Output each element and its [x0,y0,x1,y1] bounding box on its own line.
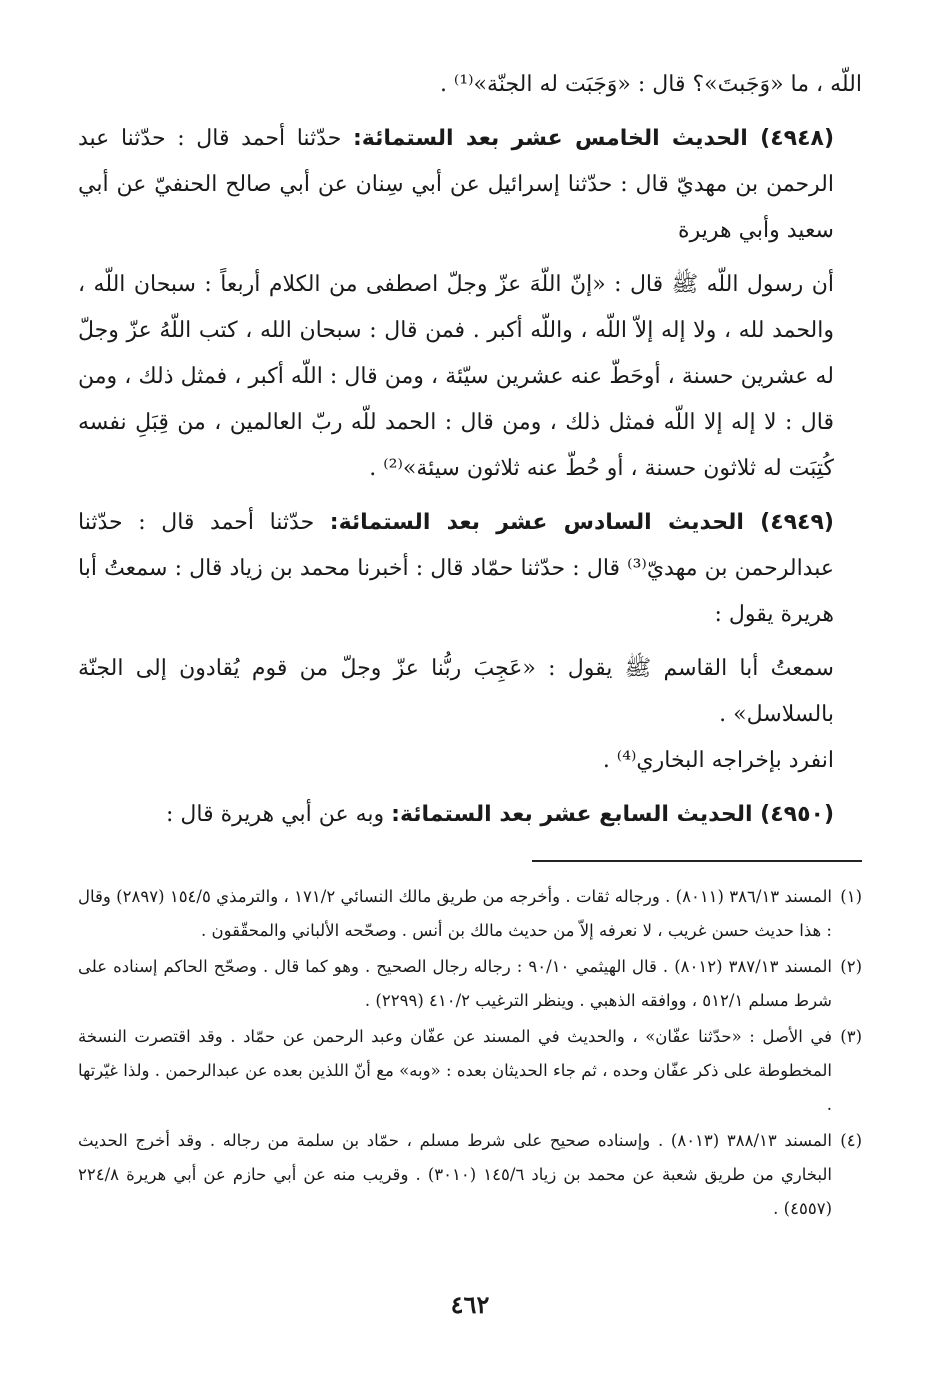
footnote-text: المسند ٣٨٧/١٣ (٨٠١٢) . قال الهيثمي ٩٠/١٠ : رجاله رجال الصحيح . وهو كما قال . وصحّح الحاكم إسناده على شرط مسلم ٥١٢/١ ، ووافقه الذهبي . وينظر الترغيب ٤١٠/٢ (٢٢٩٩) . [78,957,833,1010]
continuation-line: اللّه ، ما «وَجَبتَ»؟ قال : «وَجَبَت له الجنّة»⁽¹⁾ . [439,72,862,97]
hadith-4949-chain: حدّثنا أحمد قال : حدّثنا عبدالرحمن بن مهديّ⁽³⁾ قال : حدّثنا حمّاد قال : أخبرنا محمد بن زياد قال : سمعتُ أبا هريرة يقول : [78,510,834,627]
hadith-4948-heading: (٤٩٤٨) الحديث الخامس عشر بعد الستمائة: [353,126,834,151]
footnote-1 [78,880,862,948]
footnote-number: (٢) [840,957,862,976]
footnote-text: المسند ٣٨٨/١٣ (٨٠١٣) . وإسناده صحيح على شرط مسلم ، حمّاد بن سلمة من رجاله . وقد أخرج الحديث البخاري من طريق شعبة عن محمد بن زياد ١٤٥/٦ (٣٠١٠) . وقريب منه عن أبي حازم عن أبي هريرة ٢٢٤/٨ (٤٥٥٧) . [78,1131,832,1218]
footnote-divider [532,860,862,862]
hadith-4950-heading: (٤٩٥٠) الحديث السابع عشر بعد الستمائة: [391,802,834,827]
hadith-4949-isnad [78,500,862,638]
footnote-number: (١) [840,887,862,906]
hadith-4948-matn: أن رسول اللّه ﷺ قال : «إنّ اللّهَ عزّ وجلّ اصطفى من الكلام أربعاً : سبحان اللّه ، والحمد لله ، ولا إله إلاّ اللّه ، واللّه أكبر . فمن قال : سبحان الله ، كتب اللّهُ عزّ وجلّ له عشرين حسنة ، أوحَطّ عنه عشرين سيّئة ، ومن قال : اللّه أكبر ، فمثل ذلك ، ومن قال : لا إله إلا اللّه فمثل ذلك ، ومن قال : الحمد للّه ربّ العالمين ، من قِبَلِ نفسه كُتِبَت له ثلاثون حسنة ، أو حُطّ عنه ثلاثون سيئة»⁽²⁾ . [78,272,834,481]
hadith-4950-isnad [78,792,862,838]
footnote-text: في الأصل : «حدّثنا عفّان» ، والحديث في المسند عن عفّان وعبد الرحمن عن حمّاد . وقد اقتصرت النسخة المخطوطة على ذكر عفّان وحده ، ثم جاء الحديثان بعده : «وبه» مع أنّ اللذين بعده عن عبدالرحمن . ولذا غيّرتها . [78,1027,832,1114]
hadith-4948-chain: حدّثنا أحمد قال : حدّثنا عبد الرحمن بن مهديّ قال : حدّثنا إسرائيل عن أبي سِنان عن أبي صالح الحنفيّ عن أبي سعيد وأبي هريرة [78,126,834,243]
footnote-2 [78,950,862,1018]
footnote-4 [78,1124,862,1226]
footnote-3 [78,1020,862,1122]
page-number: ٤٦٢ [450,1290,490,1319]
hadith-4948-isnad [78,116,862,254]
footnote-text: المسند ٣٨٦/١٣ (٨٠١١) . ورجاله ثقات . وأخرجه من طريق مالك النسائي ١٧١/٢ ، والترمذي ١٥٤/٥ (٢٨٩٧) وقال : هذا حديث حسن غريب ، لا نعرفه إلاّ من حديث مالك بن أنس . وصحّحه الألباني والمحقّقون . [78,887,832,940]
hadith-4949-matn: سمعتُ أبا القاسم ﷺ يقول : «عَجِبَ ربُّنا عزّ وجلّ من قوم يُقادون إلى الجنّة بالسلاسل» . [78,656,834,727]
footnotes [78,880,862,1226]
hadith-4949-heading: (٤٩٤٩) الحديث السادس عشر بعد الستمائة: [329,510,834,535]
footnote-number: (٣) [840,1027,862,1046]
main-text [78,62,862,838]
hadith-4950-chain: وبه عن أبي هريرة قال : [166,802,385,827]
hadith-4949-note: انفرد بإخراجه البخاري⁽⁴⁾ . [602,748,834,773]
footnote-number: (٤) [840,1131,862,1150]
